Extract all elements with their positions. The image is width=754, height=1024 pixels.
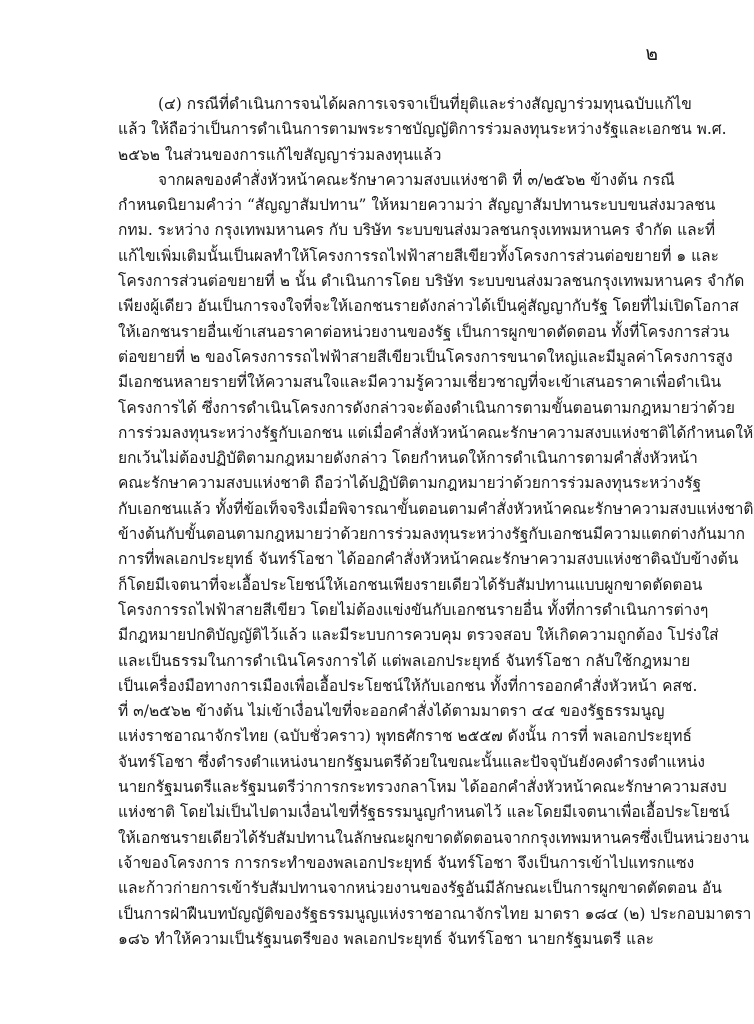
text-line: ต่อขยายที่ ๒ ของโครงการรถไฟฟ้าสายสีเขียวเป็นโครงการขนาดใหญ่และมีมูลค่าโครงการสูง (118, 347, 733, 366)
text-line: การที่พลเอกประยุทธ์ จันทร์โอชา ได้ออกคำสั่งหัวหน้าคณะรักษาความสงบแห่งชาติฉบับข้างต้น (118, 550, 739, 569)
text-line: กำหนดนิยามคำว่า “สัญญาสัมปทาน” ให้หมายความว่า สัญญาสัมปทานระบบขนส่งมวลชน (118, 196, 716, 215)
document-body (118, 92, 754, 952)
text-line: คณะรักษาความสงบแห่งชาติ ถือว่าได้ปฏิบัติตามกฎหมายว่าด้วยการร่วมลงทุนระหว่างรัฐ (118, 474, 702, 493)
text-line: ๑๘๖ ทำให้ความเป็นรัฐมนตรีของ พลเอกประยุทธ์ จันทร์โอชา นายกรัฐมนตรี และ (118, 929, 654, 948)
text-line: แก้ไขเพิ่มเติมนั้นเป็นผลทำให้โครงการรถไฟฟ้าสายสีเขียวทั้งโครงการส่วนต่อขยายที่ ๑ และ (118, 246, 719, 265)
text-line: แล้ว ให้ถือว่าเป็นการดำเนินการตามพระราชบัญญัติการร่วมลงทุนระหว่างรัฐและเอกชน พ.ศ. (118, 120, 727, 139)
text-line: เป็นการฝ่าฝืนบทบัญญัติของรัฐธรรมนูญแห่งราชอาณาจักรไทย มาตรา ๑๘๔ (๒) ประกอบมาตรา (118, 904, 752, 923)
text-line: ยกเว้นไม่ต้องปฏิบัติตามกฎหมายดังกล่าว โดยกำหนดให้การดำเนินการตามคำสั่งหัวหน้า (118, 449, 698, 468)
text-line: ที่ ๓/๒๕๖๒ ข้างต้น ไม่เข้าเงื่อนไขที่จะออกคำสั่งได้ตามมาตรา ๔๔ ของรัฐธรรมนูญ (118, 702, 665, 721)
text-line: นายกรัฐมนตรีและรัฐมนตรีว่าการกระทรวงกลาโหม ได้ออกคำสั่งหัวหน้าคณะรักษาความสงบ (118, 778, 727, 797)
text-line: การร่วมลงทุนระหว่างรัฐกับเอกชน แต่เมื่อคำสั่งหัวหน้าคณะรักษาความสงบแห่งชาติได้กำหนดให้ (118, 423, 754, 442)
text-line: โครงการส่วนต่อขยายที่ ๒ นั้น ดำเนินการโดย บริษัท ระบบขนส่งมวลชนกรุงเทพมหานคร จำกัด (118, 272, 745, 291)
text-line: เป็นเครื่องมือทางการเมืองเพื่อเอื้อประโยชน์ให้กับเอกชน ทั้งที่การออกคำสั่งหัวหน้า คสช. (118, 676, 698, 695)
text-line: ๒๕๖๒ ในส่วนของการแก้ไขสัญญาร่วมลงทุนแล้ว (118, 145, 442, 164)
text-line: โครงการรถไฟฟ้าสายสีเขียว โดยไม่ต้องแข่งขันกับเอกชนรายอื่น ทั้งที่การดำเนินการต่างๆ (118, 600, 709, 619)
text-line: มีกฎหมายปกติบัญญัติไว้แล้ว และมีระบบการควบคุม ตรวจสอบ ให้เกิดความถูกต้อง โปร่งใส่ (118, 626, 719, 645)
text-line: กทม. ระหว่าง กรุงเทพมหานคร กับ บริษัท ระบบขนส่งมวลชนกรุงเทพมหานคร จำกัด และที่ (118, 221, 716, 240)
text-line: แห่งราชอาณาจักรไทย (ฉบับชั่วคราว) พุทธศักราช ๒๕๕๗ ดังนั้น การที่ พลเอกประยุทธ์ (118, 727, 692, 746)
text-line: และก้าวก่ายการเข้ารับสัมปทานจากหน่วยงานของรัฐอันมีลักษณะเป็นการผูกขาดตัดตอน อัน (118, 879, 722, 898)
text-line: ข้างต้นกับขั้นตอนตามกฎหมายว่าด้วยการร่วมลงทุนระหว่างรัฐกับเอกชนมีความแตกต่างกันมาก (118, 525, 746, 544)
text-line: มีเอกชนหลายรายที่ให้ความสนใจและมีความรู้ความเชี่ยวชาญที่จะเข้าเสนอราคาเพื่อดำเนิน (118, 373, 722, 392)
text-line: จันทร์โอชา ซึ่งดำรงตำแหน่งนายกรัฐมนตรีด้วยในขณะนั้นและปัจจุบันยังคงดำรงตำแหน่ง (118, 752, 705, 771)
text-line: กับเอกชนแล้ว ทั้งที่ข้อเท็จจริงเมื่อพิจารณาขั้นตอนตามคำสั่งหัวหน้าคณะรักษาความสงบแห่งชาติ (118, 499, 754, 518)
text-line: เจ้าของโครงการ การกระทำของพลเอกประยุทธ์ จันทร์โอชา จึงเป็นการเข้าไปแทรกแซง (118, 853, 695, 872)
text-line: แห่งชาติ โดยไม่เป็นไปตามเงื่อนไขที่รัฐธรรมนูญกำหนดไว้ และโดยมีเจตนาเพื่อเอื้อประโยชน์ (118, 803, 730, 822)
text-line: โครงการได้ ซึ่งการดำเนินโครงการดังกล่าวจะต้องดำเนินการตามขั้นตอนตามกฎหมายว่าด้วย (118, 398, 735, 417)
text-line: ให้เอกชนรายอื่นเข้าเสนอราคาต่อหน่วยงานของรัฐ เป็นการผูกขาดตัดตอน ทั้งที่โครงการส่วน (118, 322, 730, 341)
text-line: จากผลของคำสั่งหัวหน้าคณะรักษาความสงบแห่งชาติ ที่ ๓/๒๕๖๒ ข้างต้น กรณี (158, 170, 675, 189)
text-line: และเป็นธรรมในการดำเนินโครงการได้ แต่พลเอกประยุทธ์ จันทร์โอชา กลับใช้กฎหมาย (118, 651, 691, 670)
text-line: ให้เอกชนรายเดียวได้รับสัมปทานในลักษณะผูกขาดตัดตอนจากกรุงเทพมหานครซึ่งเป็นหน่วยงาน (118, 828, 750, 847)
text-line: (๔) กรณีที่ดำเนินการจนได้ผลการเจรจาเป็นที่ยุติและร่างสัญญาร่วมทุนฉบับแก้ไข (158, 95, 692, 113)
text-line: ก็โดยมีเจตนาที่จะเอื้อประโยชน์ให้เอกชนเพียงรายเดียวได้รับสัมปทานแบบผูกขาดตัดตอน (118, 575, 703, 594)
page-number: ๒ (645, 43, 658, 65)
text-line: เพียงผู้เดียว อันเป็นการจงใจที่จะให้เอกชนรายดังกล่าวได้เป็นคู่สัญญากับรัฐ โดยที่ไม่เปิดโอกาส (118, 297, 739, 316)
